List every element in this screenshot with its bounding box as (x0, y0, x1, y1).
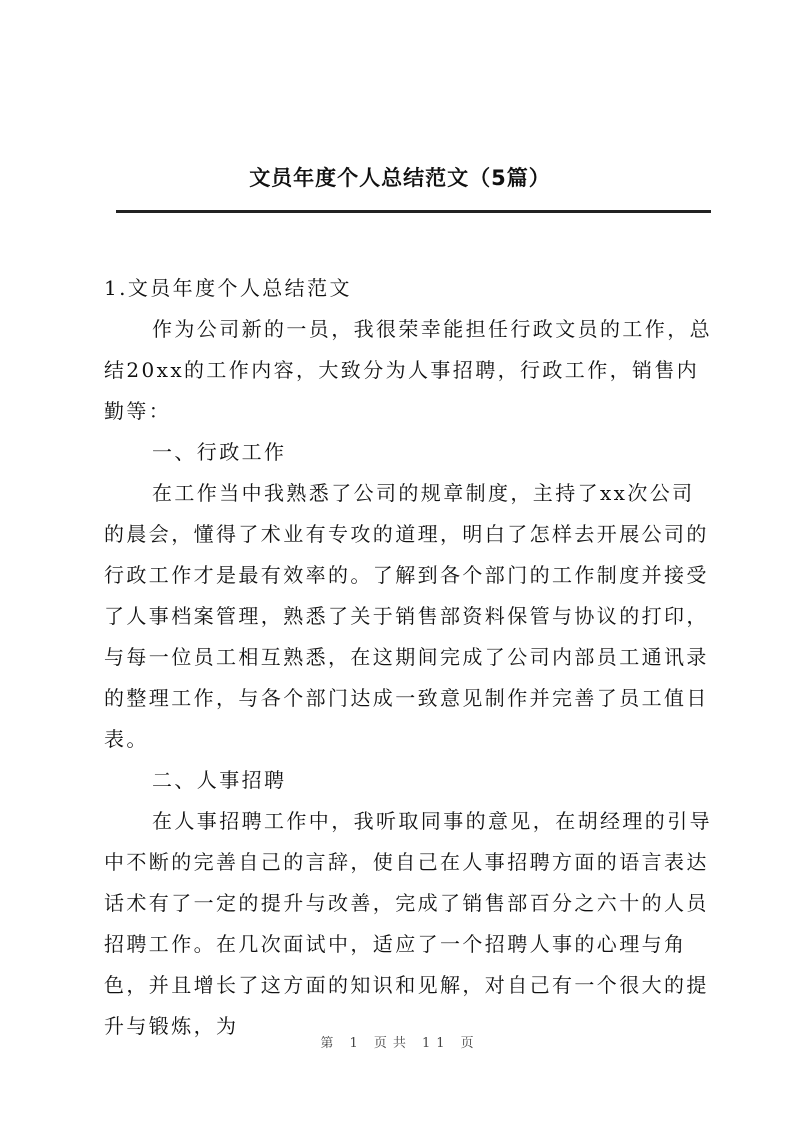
paragraph: 在工作当中我熟悉了公司的规章制度，主持了xx次公司的晨会，懂得了术业有专攻的道理，明白了怎样去开展公司的行政工作才是最有效率的。了解到各个部门的工作制度并接受了人事档案管理，熟悉了关于销售部资料保管与协议的打印，与每一位员工相互熟悉，在这期间完成了公司内部员工通讯录的整理工作，与各个部门达成一致意见制作并完善了员工值日表。 (104, 481, 709, 751)
paragraph: 1.文员年度个人总结范文 (104, 276, 352, 300)
page-footer: 第 1 页共 11 页 (320, 1036, 480, 1051)
paragraph: 作为公司新的一员，我很荣幸能担任行政文员的工作，总结20xx的工作内容，大致分为人事招聘，行政工作，销售内勤等： (104, 317, 712, 423)
paragraph: 一、行政工作 (152, 440, 287, 464)
title-divider (116, 210, 711, 213)
paragraph: 二、人事招聘 (152, 768, 287, 792)
document-body (104, 268, 712, 1047)
document-title: 文员年度个人总结范文（5篇） (249, 166, 551, 190)
paragraph: 在人事招聘工作中，我听取同事的意见，在胡经理的引导中不断的完善自己的言辞，使自己在人事招聘方面的语言表达话术有了一定的提升与改善，完成了销售部百分之六十的人员招聘工作。在几次面试中，适应了一个招聘人事的心理与角色，并且增长了这方面的知识和见解，对自己有一个很大的提升与锻炼，为 (104, 809, 712, 1038)
